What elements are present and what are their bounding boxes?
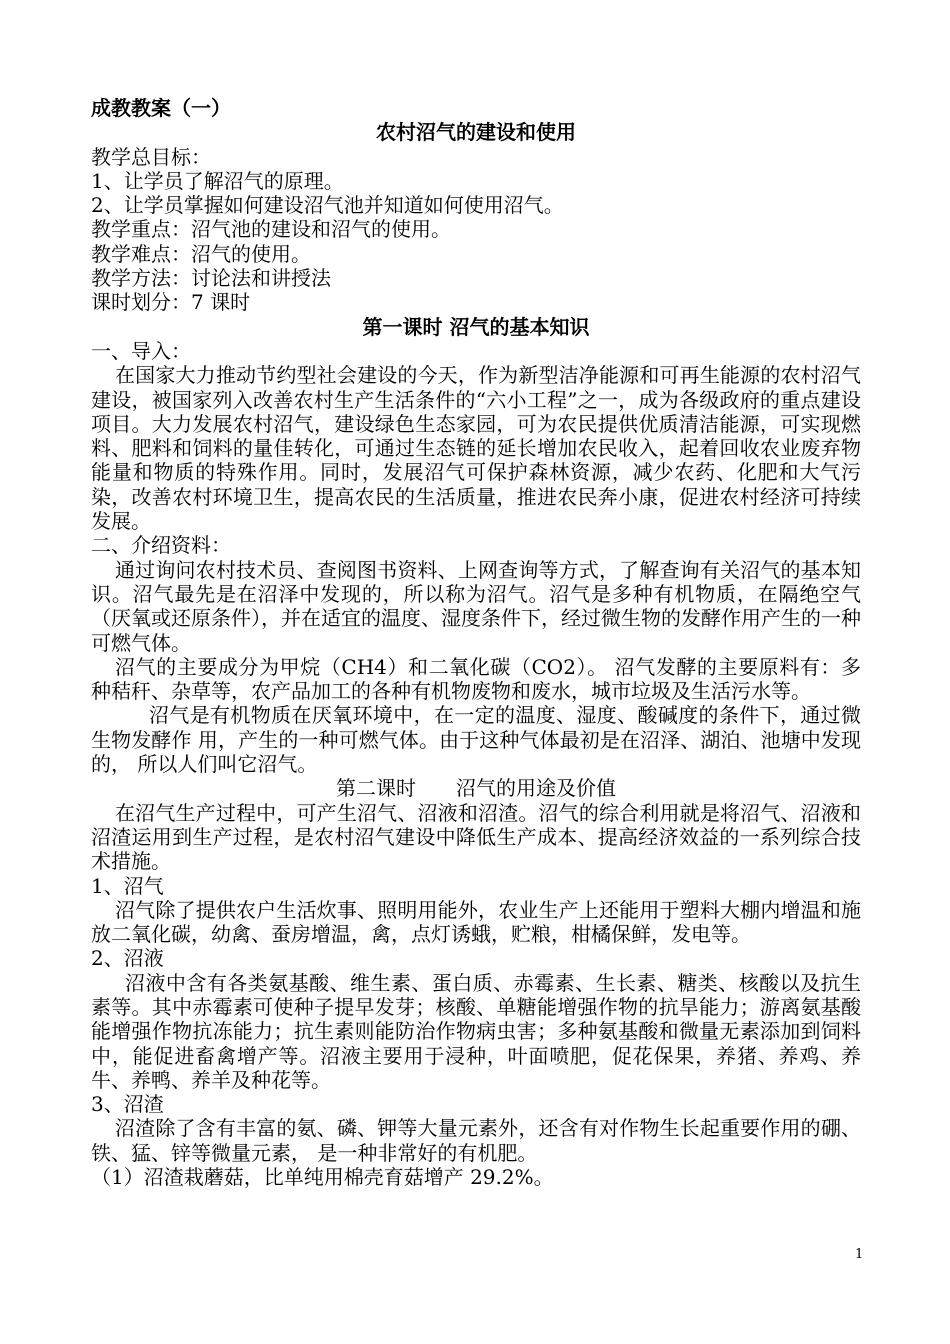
section-heading: 二、介绍资料： bbox=[91, 533, 231, 558]
page-number: 1 bbox=[855, 1247, 864, 1262]
paragraph: 在国家大力推动节约型社会建设的今天，作为新型洁净能源和可再生能源的农村沼气建设，被国家列入改善农村生产生活条件的“六小工程”之一，成为各级政府的重点建设项目。大力发展农村沼气，建设绿色生态家园，可为农民提供优质清洁能源，可实现燃料、肥料和饲料的量佳转化，可通过生态链的延长增加农民收入，起着回收农业废弃物能量和物质的特殊作用。同时，发展沼气可保护森林资源，减少农药、化肥和大气污染，改善农村环境卫生，提高农民的生活质量，推进农民奔小康，促进农村经济可持续发展。 bbox=[91, 363, 861, 534]
document-body bbox=[91, 96, 861, 1189]
goals-label: 教学总目标： bbox=[91, 144, 211, 169]
goal-item: 1、让学员了解沼气的原理。 bbox=[91, 168, 344, 193]
sub-item: （1）沼渣栽蘑菇，比单纯用棉壳育菇增产 29.2%。 bbox=[91, 1165, 554, 1190]
paragraph: 沼液中含有各类氨基酸、维生素、蛋白质、赤霉素、生长素、糖类、核酸以及抗生素等。其中赤霉素可使种子提早发芽；核酸、单糖能增强作物的抗旱能力；游离氨基酸能增强作物抗冻能力；抗生素则能防治作物病虫害；多种氨基酸和微量无素添加到饲料中，能促进畜禽增产等。沼液主要用于浸种，叶面喷肥，促花保果，养猪、养鸡、养牛、养鸭、养羊及种花等。 bbox=[91, 970, 861, 1092]
key-point: 教学重点：沼气池的建设和沼气的使用。 bbox=[91, 217, 451, 242]
section-heading: 一、导入： bbox=[91, 338, 191, 363]
document-header: 成教教案（一） bbox=[91, 96, 231, 120]
lesson-title: 第二课时 沼气的用途及价值 bbox=[336, 776, 616, 801]
class-hours: 课时划分：7 课时 bbox=[91, 290, 251, 315]
paragraph: 沼气的主要成分为甲烷（CH4）和二氧化碳（CO2）。 沼气发酵的主要原料有：多种秸秆、杂草等，农产品加工的各种有机物废物和废水，城市垃圾及生活污水等。 bbox=[91, 654, 861, 704]
paragraph: 沼气是有机物质在厌氧环境中，在一定的温度、湿度、酸碱度的条件下，通过微生物发酵作 用，产生的一种可燃气体。由于这种气体最初是在沼泽、湖泊、池塘中发现的， 所以人们叫它沼气。 bbox=[91, 703, 861, 777]
teaching-method: 教学方法：讨论法和讲授法 bbox=[91, 266, 331, 291]
lesson-title: 第一课时 沼气的基本知识 bbox=[362, 314, 590, 339]
item-heading: 2、沼液 bbox=[91, 946, 164, 971]
difficulty: 教学难点：沼气的使用。 bbox=[91, 241, 311, 266]
item-heading: 1、沼气 bbox=[91, 873, 164, 898]
item-heading: 3、沼渣 bbox=[91, 1092, 164, 1117]
paragraph: 通过询问农村技术员、查阅图书资料、上网查询等方式，了解查询有关沼气的基本知识。沼气最先是在沼泽中发现的，所以称为沼气。沼气是多种有机物质，在隔绝空气（厌氧或还原条件），并在适宜的温度、湿度条件下，经过微生物的发酵作用产生的一种可燃气体。 bbox=[91, 557, 861, 655]
document-title: 农村沼气的建设和使用 bbox=[376, 120, 576, 145]
paragraph: 沼渣除了含有丰富的氨、磷、钾等大量元素外，还含有对作物生长起重要作用的硼、铁、猛、锌等微量元素， 是一种非常好的有机肥。 bbox=[91, 1116, 861, 1165]
goal-item: 2、让学员掌握如何建设沼气池并知道如何使用沼气。 bbox=[91, 193, 564, 218]
paragraph: 在沼气生产过程中，可产生沼气、沼液和沼渣。沼气的综合利用就是将沼气、沼液和沼渣运用到生产过程，是农村沼气建设中降低生产成本、提高经济效益的一系列综合技术措施。 bbox=[91, 800, 861, 874]
paragraph: 沼气除了提供农户生活炊事、照明用能外，农业生产上还能用于塑料大棚内增温和施放二氧化碳，幼禽、蚕房增温，禽，点灯诱蛾，贮粮，柑橘保鲜，发电等。 bbox=[91, 897, 861, 947]
